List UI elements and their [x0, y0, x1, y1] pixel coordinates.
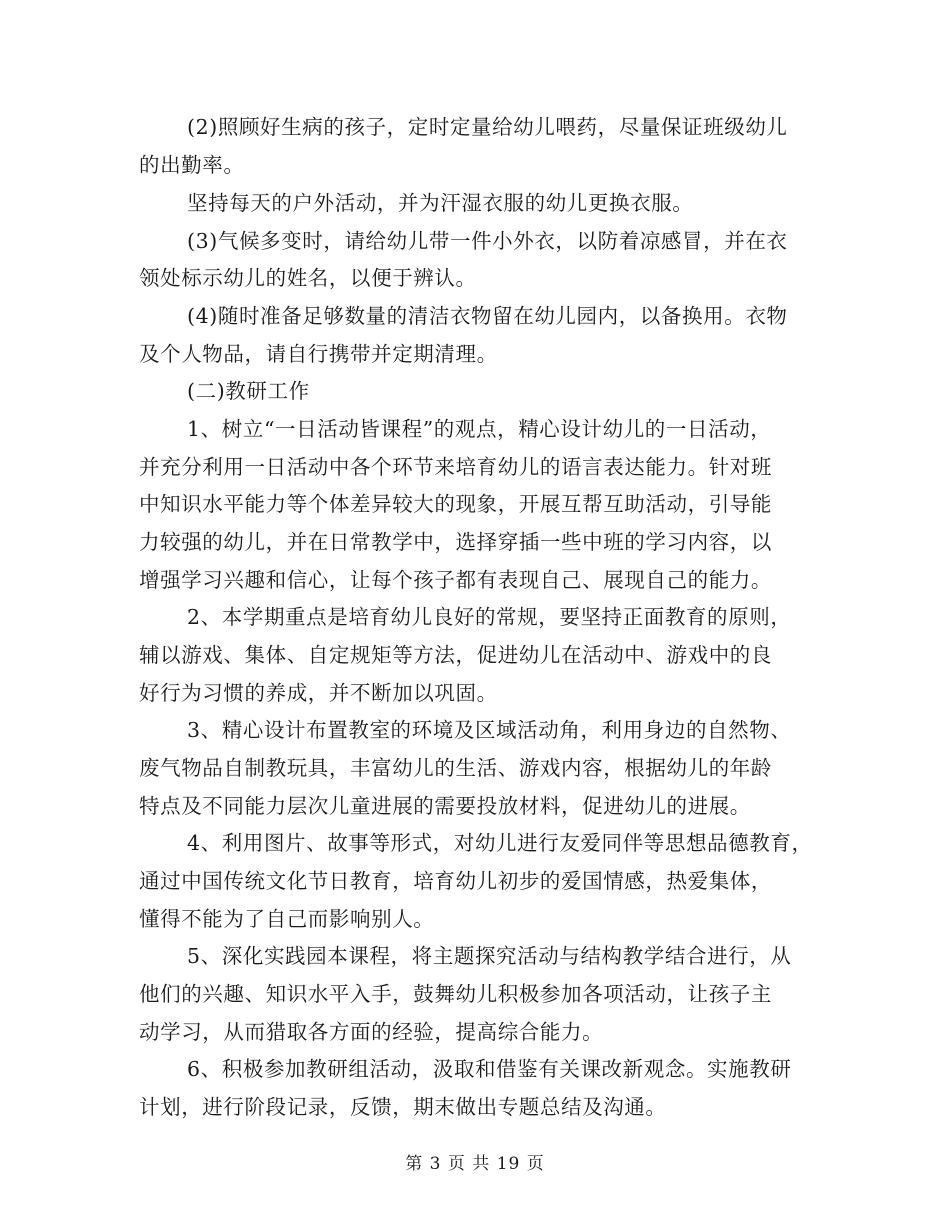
body-line: 特点及不同能力层次儿童进展的需要投放材料，促进幼儿的进展。 — [139, 794, 751, 818]
body-line: 领处标示幼儿的姓名，以便于辨认。 — [139, 266, 477, 290]
body-line: 2、本学期重点是培育幼儿良好的常规，要坚持正面教育的原则， — [187, 605, 792, 629]
body-line: 4、利用图片、故事等形式，对幼儿进行友爱同伴等思想品德教育， — [187, 831, 813, 855]
body-line: 及个人物品，请自行携带并定期清理。 — [139, 342, 498, 366]
body-line: 6、积极参加教研组活动，汲取和借鉴有关课改新观念。实施教研 — [187, 1057, 792, 1081]
body-line: 增强学习兴趣和信心，让每个孩子都有表现自己、展现自己的能力。 — [139, 568, 772, 592]
body-line: 好行为习惯的养成，并不断加以巩固。 — [139, 681, 498, 705]
body-line: 的出勤率。 — [139, 153, 245, 177]
body-line: 坚持每天的户外活动，并为汗湿衣服的幼儿更换衣服。 — [187, 191, 694, 215]
body-line: 辅以游戏、集体、自定规矩等方法，促进幼儿在活动中、游戏中的良 — [139, 643, 772, 667]
body-line: 动学习，从而猎取各方面的经验，提高综合能力。 — [139, 1020, 604, 1044]
body-line: 并充分利用一日活动中各个环节来培育幼儿的语言表达能力。针对班 — [139, 455, 772, 479]
body-line: 计划，进行阶段记录，反馈，期末做出专题总结及沟通。 — [139, 1095, 667, 1119]
body-line: 中知识水平能力等个体差异较大的现象，开展互帮互助活动，引导能 — [139, 492, 772, 516]
body-line: (4)随时准备足够数量的清洁衣物留在幼儿园内，以备换用。衣物 — [187, 304, 788, 328]
body-line: 3、精心设计布置教室的环境及区域活动角，利用身边的自然物、 — [187, 718, 792, 742]
body-line: 懂得不能为了自己而影响别人。 — [139, 907, 435, 931]
body-line: 力较强的幼儿，并在日常教学中，选择穿插一些中班的学习内容，以 — [139, 530, 772, 554]
body-line: 1、树立“一日活动皆课程”的观点，精心设计幼儿的一日活动， — [187, 417, 772, 441]
body-line: (2)照顾好生病的孩子，定时定量给幼儿喂药，尽量保证班级幼儿 — [187, 115, 788, 139]
section-heading: (二)教研工作 — [187, 379, 310, 403]
body-line: 废气物品自制教玩具，丰富幼儿的生活、游戏内容，根据幼儿的年龄 — [139, 756, 772, 780]
body-line: (3)气候多变时，请给幼儿带一件小外衣，以防着凉感冒，并在衣 — [187, 229, 788, 253]
body-line: 5、深化实践园本课程，将主题探究活动与结构教学结合进行，从 — [187, 944, 792, 968]
page-number-footer: 第 3 页 共 19 页 — [405, 1154, 545, 1174]
body-line: 通过中国传统文化节日教育，培育幼儿初步的爱国情感，热爱集体， — [139, 869, 772, 893]
body-line: 他们的兴趣、知识水平入手，鼓舞幼儿积极参加各项活动，让孩子主 — [139, 982, 772, 1006]
